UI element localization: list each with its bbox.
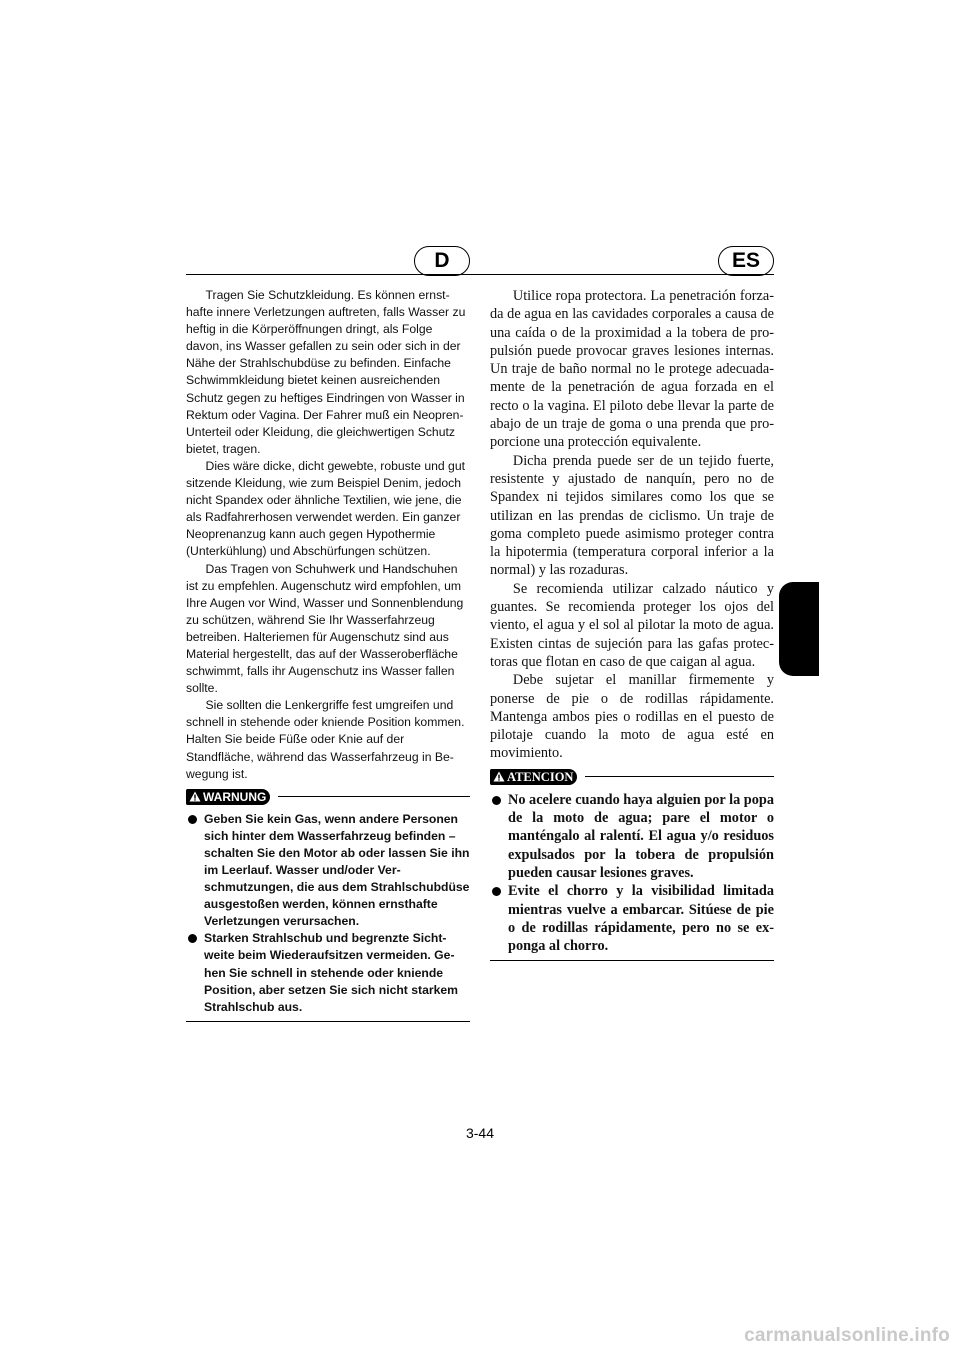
warning-badge [186,789,270,805]
watermark: carmanualsonline.info [744,1325,950,1346]
german-paragraph: Tragen Sie Schutzkleidung. Es können ernsthafte innere Verletzungen auftreten, falls Wasser zu heftig in die Körperöffnungen dringt, als Folge davon, ins Wasser gefallen zu sein oder sich in der Nähe der Strahlschubdüse zu befinden. Einfache Schwimmkleidung bietet keinen ausreichenden Schutz gegen zu heftiges Eindringen von Wasser in Rektum oder Vagina. Der Fahrer muß ein Neopren-Unterteil oder Kleidung, die gleichwertigen Schutz bietet, tragen. [186,288,466,456]
german-warning-header [186,789,470,805]
warning-label: ATENCION [507,769,574,784]
warning-text: Geben Sie kein Gas, wenn andere Personen sich hinter dem Wasserfahrzeug befinden – schalten Sie den Motor ab oder lassen Sie ihn im Leerlauf. Wasser und/oder Verschmutzungen, die aus dem Strahlschubdüse ausgestoßen werden, können ernsthafte Verletzungen verursachen. [204,811,470,929]
german-paragraph: Das Tragen von Schuhwerk und Handschuhen ist zu empfehlen. Augenschutz wird empfohlen, um Ihre Augen vor Wind, Wasser und Sonnenblendung zu schützen, während Sie Ihr Wasserfahrzeug betreiben. Halteriemen für Augenschutz sind aus Material hergestellt, das auf der Wasseroberfläche schwimmt, falls ihr Augenschutz ins Wasser fallen sollte. [186,561,464,696]
german-paragraph: Dies wäre dicke, dicht gewebte, robuste und gut sitzende Kleidung, wie zum Beispiel Denim, jedoch nicht Spandex oder ähnliche Textilien, wie jene, die als Radfahrerhosen verwendet werden. Ein ganzer Neoprenanzug kann auch gegen Hypothermie (Unterkühlung) und Abschürfungen schützen. [186,458,465,559]
list-item [490,882,774,955]
bullet-icon [492,796,501,805]
warning-triangle-icon [189,791,201,802]
spanish-paragraph: Debe sujetar el manillar firmemente y ponerse de pie o de rodillas rápidamente. Mantenga ambos pies o rodillas en el puesto de pilotaje cuando la moto de agua esté en movimiento. [490,672,774,762]
german-column [186,287,470,1022]
spanish-paragraph: Utilice ropa protectora. La penetración forzada de agua en las cavidades corporales a causa de una caída o de la proximidad a la tobera de propulsión puede provocar graves lesiones internas. Un traje de baño normal no le protege adecuadamente de la penetración de agua forzada en el recto o la vagina. El piloto debe llevar la parte de abajo de un traje de goma o una prenda que proporcione una protección equivalente. [490,288,774,451]
german-paragraph: Sie sollten die Lenkergriffe fest umgreifen und schnell in stehende oder kniende Position kommen. Halten Sie beide Füße oder Knie auf der Standfläche, während das Wasserfahrzeug in Bewegung ist. [186,698,465,781]
warning-rule [585,776,774,777]
warning-text: No acelere cuando haya alguien por la popa de la moto de agua; pare el motor o manténgalo al ralentí. El agua y/o residuos expulsados por la tobera de propulsión pueden causar lesiones graves. [508,791,774,881]
warning-end-rule [490,960,774,961]
spanish-paragraph: Dicha prenda puede ser de un tejido fuerte, resistente y ajustado de nanquín, pero no de Spandex ni tejidos similares como los que se utilizan en las prendas de ciclismo. Un traje de goma completo puede asimismo proteger contra la hipotermia (temperatura corporal inferior a la normal) y las rozaduras. [490,452,774,579]
list-item [186,930,470,1015]
bullet-icon [492,887,501,896]
warning-text: Starken Strahlschub und begrenzte Sichtweite beim Wiederaufsitzen vermeiden. Gehen Sie schnell in stehende oder kniende Position, aber setzen Sie sich nicht starkem Strahlschub aus. [204,931,458,1014]
list-item [490,791,774,882]
bullet-icon [188,934,197,943]
chapter-tab [779,582,819,676]
warning-triangle-icon [493,771,505,782]
warning-end-rule [186,1021,470,1022]
language-badge-spanish: ES [718,246,774,276]
bullet-icon [188,815,197,824]
warning-rule [278,796,470,797]
header-rule [186,274,774,275]
spanish-warning-list [490,791,774,956]
list-item [186,811,470,931]
page-number: 3-44 [465,1125,495,1141]
warning-label: WARNUNG [203,789,267,804]
warning-text: Evite el chorro y la visibilidad limitada mientras vuelve a embarcar. Sitúese de pie o de rodillas rápidamente, pero no se exponga al chorro. [508,883,774,955]
spanish-warning-header [490,769,774,785]
german-warning-list [186,811,470,1016]
spanish-column [490,287,774,961]
spanish-paragraph: Se recomienda utilizar calzado náutico y guantes. Se recomienda proteger los ojos del viento, el agua y el sol al pilotar la moto de agua. Existen cintas de sujeción para las gafas protectoras que flotan en caso de que caigan al agua. [490,580,774,670]
warning-badge [490,769,577,785]
language-badge-german: D [414,246,470,276]
